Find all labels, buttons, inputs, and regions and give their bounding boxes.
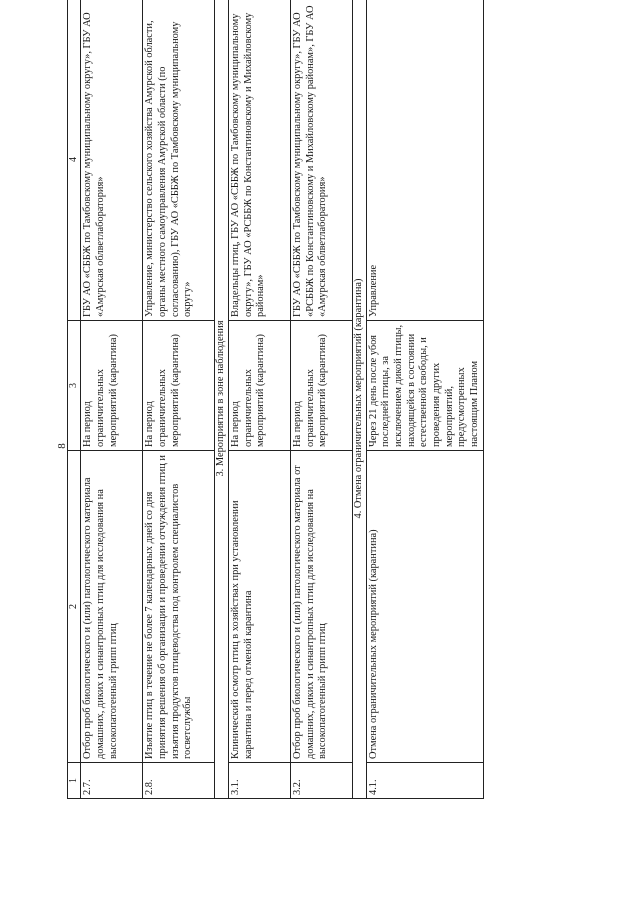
- header-cell: 4: [68, 0, 81, 321]
- row-measure: Отбор проб биологического и (или) патологического материала домашних, диких и синантропных птиц для исследования на высокопатогенный грипп птиц: [81, 451, 143, 763]
- table-row: [290, 0, 352, 799]
- header-cell: 3: [68, 321, 81, 451]
- section-row: [215, 0, 229, 799]
- row-measure: Отмена ограничительных мероприятий (карантина): [366, 451, 483, 763]
- row-number: 2.8.: [143, 763, 215, 799]
- table-row: [366, 0, 483, 799]
- row-period: На период ограничительных мероприятий (карантина): [290, 321, 352, 451]
- measures-table: [67, 0, 484, 799]
- row-measure: Клинический осмотр птиц в хозяйствах при установлении карантина и перед отменой карантина: [228, 451, 290, 763]
- table-row: [143, 0, 215, 799]
- row-period: На период ограничительных мероприятий (карантина): [81, 321, 143, 451]
- table-header-row: [68, 0, 81, 799]
- row-responsible: ГБУ АО «СББЖ по Тамбовскому муниципальному округу», ГБУ АО «Амурская облветлаборатория»: [81, 0, 143, 321]
- row-number: 2.7.: [81, 763, 143, 799]
- row-responsible: Управление, министерство сельского хозяйства Амурской области, органы местного самоуправления Амурской области (по согласованию), ГБУ АО «СББЖ по Тамбовскому муниципальному округу»: [143, 0, 215, 321]
- table-row: [228, 0, 290, 799]
- header-cell: 2: [68, 451, 81, 763]
- row-responsible: Владельцы птиц, ГБУ АО «СББЖ по Тамбовскому муниципальному округу», ГБУ АО «РСББЖ по Константиновскому и Михайловскому районам»: [228, 0, 290, 321]
- row-number: 3.2.: [290, 763, 352, 799]
- table-row: [81, 0, 143, 799]
- row-number: 3.1.: [228, 763, 290, 799]
- row-period: Через 21 день после убоя последней птицы, за исключением дикой птицы, находящейся в состоянии естественной свободы, и проведения других мероприятий, предусмотренных настоящим Планом: [366, 321, 483, 451]
- row-number: 4.1.: [366, 763, 483, 799]
- section-title: 3. Мероприятия в зоне наблюдения: [215, 0, 229, 799]
- row-responsible: ГБУ АО «СББЖ по Тамбовскому муниципальному округу», ГБУ АО «РСББЖ по Константиновскому и Михайловскому районам», ГБУ АО «Амурская облветлаборатория»: [290, 0, 352, 321]
- row-measure: Отбор проб биологического и (или) патологического материала от домашних, диких и синантропных птиц для исследования на высокопатогенный грипп птиц: [290, 451, 352, 763]
- section-title: 4. Отмена ограничительных мероприятий (карантина): [352, 0, 366, 799]
- header-cell: 1: [68, 763, 81, 799]
- row-period: На период ограничительных мероприятий (карантина): [228, 321, 290, 451]
- row-responsible: Управление: [366, 0, 483, 321]
- row-measure: Изъятие птиц в течение не более 7 календарных дней со дня принятия решения об организации и проведении отчуждения птиц и изъятия продуктов птицеводства под контролем специалистов госветслужбы: [143, 451, 215, 763]
- row-period: На период ограничительных мероприятий (карантина): [143, 321, 215, 451]
- section-row: [352, 0, 366, 799]
- page-number: 8: [56, 443, 68, 449]
